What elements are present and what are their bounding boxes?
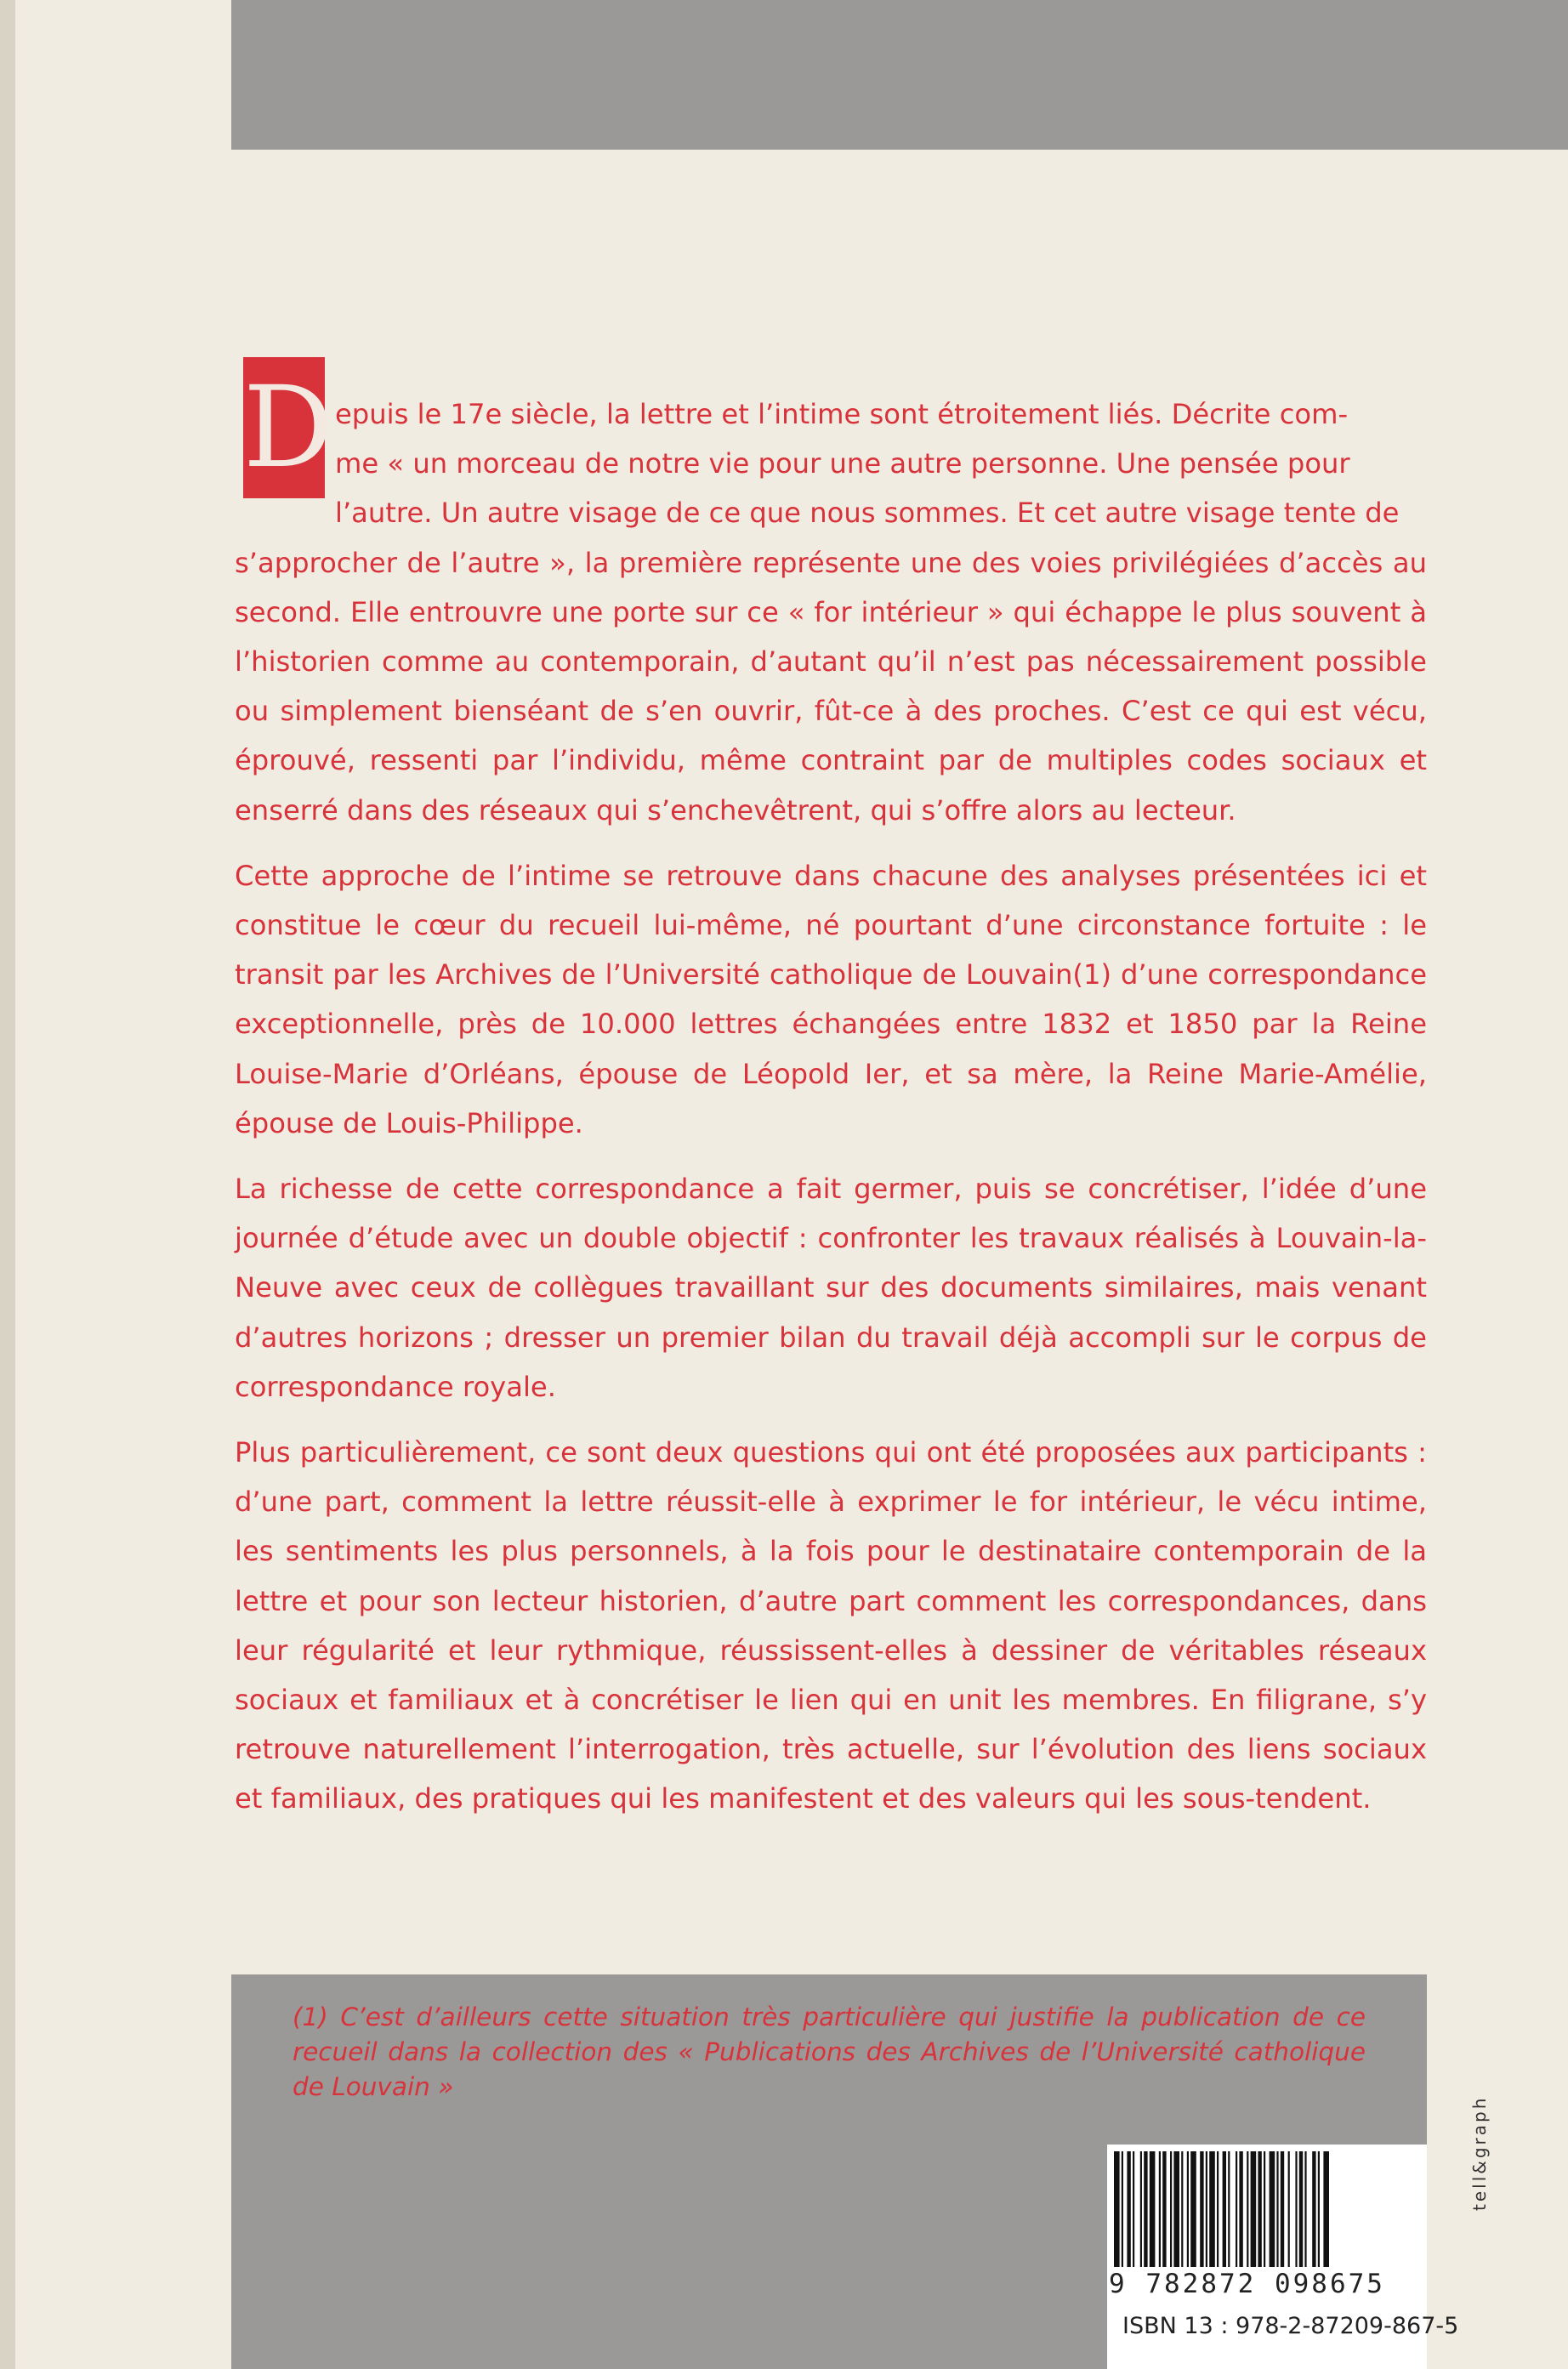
barcode-bar [1217,2151,1219,2267]
barcode-bar [1239,2151,1242,2267]
barcode-bar [1127,2151,1130,2267]
isbn-label: ISBN 13 : 978-2-87209-867-5 [1122,2313,1459,2339]
barcode-bar [1264,2151,1265,2267]
barcode-bar [1299,2151,1303,2267]
barcode-bar [1251,2151,1257,2267]
barcode-bar [1200,2151,1203,2267]
paragraph-4: Plus particulièrement, ce sont deux questions qui ont été proposées aux participants : d’une part, comment la lettre réussit-elle à exprimer le for intérieur, le vécu intime, les sentiments les plus personnels, à la fois pour le destinataire contemporain de la lettre et pour son lecteur historien, d’autre part comment les correspondances, dans leur régularité et leur rythmique, réussissent-elles à dessiner de véritables réseaux sociaux et familiaux et à concrétiser le lien qui en unit les membres. En filigrane, s’y retrouve naturellement l’interrogation, très actuelle, sur l’évolution des liens sociaux et familiaux, des pratiques qui les manifestent et des valeurs qui les sous-tendent. [235,1436,1427,1815]
barcode-bar [1144,2151,1147,2267]
barcode-bar [1323,2151,1329,2267]
barcode-bar [1159,2151,1161,2267]
drop-cap: D [243,357,325,498]
barcode-bar [1312,2151,1315,2267]
barcode-bar [1122,2151,1123,2267]
barcode-bar [1187,2151,1189,2267]
barcode-icon [1111,2151,1425,2270]
printer-credit: tell&graph [1469,2095,1490,2211]
barcode-bar [1209,2151,1215,2267]
barcode-bar [1276,2151,1278,2267]
barcode-bar [1170,2151,1172,2267]
barcode-bar [1236,2151,1237,2267]
paragraph-1-line-3: l’autre. Un autre visage de ce que nous sommes. Et cet autre visage tente de [335,497,1400,530]
paragraph-1-line-1: epuis le 17e siècle, la lettre et l’intime sont étroitement liés. Décrite com- [335,398,1349,430]
barcode-bar [1228,2151,1230,2267]
barcode-bar [1162,2151,1166,2267]
bottom-gray-band [231,2145,1107,2369]
barcode-bar [1181,2151,1183,2267]
barcode-bar [1150,2151,1156,2267]
barcode-bar [1223,2151,1226,2267]
paragraph-1-rest: s’approcher de l’autre », la première représente une des voies privilégiées d’accès au second. Elle entrouvre une porte sur ce « for intérieur » qui échappe le plus souvent à l’historien comme au contemporain, d’autant qu’il n’est pas nécessairement possible ou simplement bienséant de s’en ouvrir, fût-ce à des proches. C’est ce qui est vécu, éprouvé, ressenti par l’individu, même contraint par de multiples codes sociaux et enserré dans des réseaux qui s’enchevêtrent, qui s’offre alors au lecteur. [235,546,1427,827]
barcode-bar [1258,2151,1261,2267]
barcode-bar [1133,2151,1134,2267]
paragraph-1-line-2: me « un morceau de notre vie pour une autre personne. Une pensée pour [335,447,1350,480]
barcode-bar [1206,2151,1207,2267]
body-text [235,389,1427,1840]
footnote: (1) C’est d’ailleurs cette situation très particulière qui justifie la publication de ce recueil dans la collection des « Publications des Archives de l’Université catholique de Louvain » [293,2003,1366,2101]
barcode-bar [1247,2151,1248,2267]
barcode-bar [1281,2151,1284,2267]
barcode-digits: 9 782872 098675 [1109,2269,1385,2299]
barcode-bar [1270,2151,1275,2267]
barcode-bar [1140,2151,1142,2267]
barcode-bar [1173,2151,1179,2267]
page-edge [0,0,15,2369]
barcode-bar [1114,2151,1120,2267]
barcode-bar [1295,2151,1297,2267]
top-gray-band [231,0,1568,150]
barcode-bar [1318,2151,1320,2267]
barcode-bar [1304,2151,1306,2267]
paragraph-1 [235,389,1427,835]
barcode-bar [1190,2151,1196,2267]
paragraph-3: La richesse de cette correspondance a fait germer, puis se concrétiser, l’idée d’une journée d’étude avec un double objectif : confronter les travaux réalisés à Louvain-la-Neuve avec ceux de collègues travaillant sur des documents similaires, mais venant d’autres horizons ; dresser un premier bilan du travail déjà accompli sur le corpus de correspondance royale. [235,1173,1427,1403]
paragraph-2: Cette approche de l’intime se retrouve dans chacune des analyses présentées ici et constitue le cœur du recueil lui-même, né pourtant d’une circonstance fortuite : le transit par les Archives de l’Université catholique de Louvain(1) d’une correspondance exceptionnelle, près de 10.000 lettres échangées entre 1832 et 1850 par la Reine Louise-Marie d’Orléans, épouse de Léopold Ier, et sa mère, la Reine Marie-Amélie, épouse de Louis-Philippe. [235,859,1427,1139]
barcode-bar [1288,2151,1290,2267]
